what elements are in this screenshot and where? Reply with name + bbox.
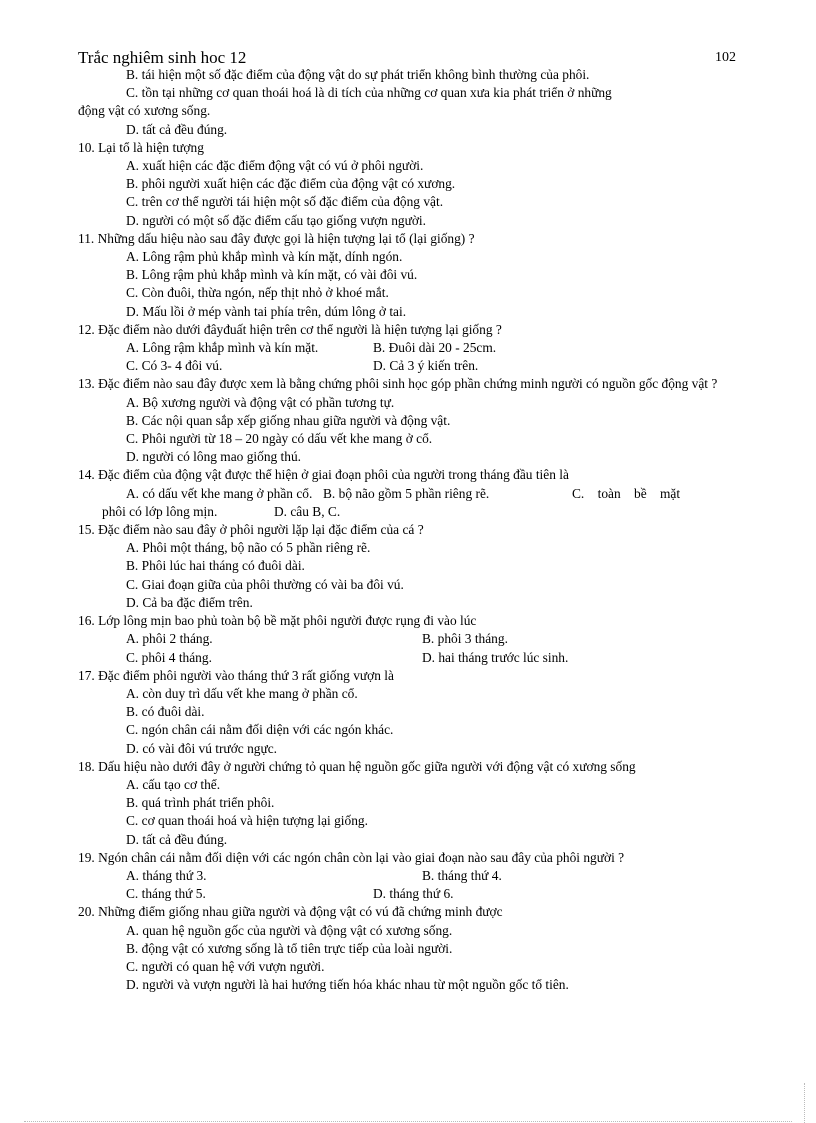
question-19: 19. Ngón chân cái nằm đối diện với các ngón chân còn lại vào giai đoạn nào sau đây của phôi người ? [78, 849, 625, 865]
answer-option: C. phôi 4 tháng. [126, 649, 212, 665]
page-bottom-border [24, 1121, 792, 1122]
answer-option: C. cơ quan thoái hoá và hiện tượng lại giống. [126, 813, 368, 829]
answer-option: B. tái hiện một số đặc điểm của động vật do sự phát triển không bình thường của phôi. [126, 67, 590, 82]
answer-option: A. cấu tạo cơ thể. [126, 776, 221, 792]
page-corner-border [804, 1083, 806, 1123]
answer-row [78, 339, 736, 357]
answer-option: D. người và vượn người là hai hướng tiến hóa khác nhau từ một nguồn gốc tổ tiên. [126, 977, 569, 993]
answer-option: D. hai tháng trước lúc sinh. [422, 649, 569, 665]
answer-option: B. có đuôi dài. [126, 704, 205, 720]
answer-option: D. có vài đôi vú trước ngực. [126, 740, 278, 756]
answer-option: B. Phôi lúc hai tháng có đuôi dài. [126, 558, 305, 574]
page-header [78, 48, 736, 68]
answer-option: C. trên cơ thể người tái hiện một số đặc điểm của động vật. [126, 194, 444, 210]
question-16: 16. Lớp lông mịn bao phủ toàn bộ bề mặt phôi người được rụng đi vào lúc [78, 613, 477, 629]
answer-option-continued: động vật có xương sống. [78, 103, 211, 119]
answer-row [78, 885, 736, 903]
question-13: 13. Đặc điểm nào sau đây được xem là bằng chứng phôi sinh học góp phần chứng minh người có nguồn gốc động vật ? [78, 376, 718, 392]
answer-option: D. câu B, C. [274, 503, 341, 519]
answer-option: A. có dấu vết khe mang ở phần cổ. [126, 485, 313, 501]
question-list [78, 66, 736, 994]
question-12: 12. Đặc điểm nào dưới đâyđuất hiện trên cơ thể người là hiện tượng lại giống ? [78, 321, 502, 337]
answer-option: D. Cả ba đặc điểm trên. [126, 594, 253, 610]
question-14: 14. Đặc điểm của động vật được thể hiện ở giai đoạn phôi của người trong tháng đầu tiên là [78, 467, 569, 483]
answer-row [78, 867, 736, 885]
answer-row [78, 503, 736, 521]
answer-option: A. Bộ xương người và động vật có phần tương tự. [126, 394, 395, 410]
question-10: 10. Lại tổ là hiện tượng [78, 139, 204, 155]
document-title: Trắc nghiêm sinh hoc 12 [78, 48, 247, 67]
answer-option: A. tháng thứ 3. [126, 867, 207, 883]
question-20: 20. Những điểm giống nhau giữa người và động vật có vú đã chứng minh được [78, 904, 503, 920]
answer-option: A. Lông rậm phủ khắp mình và kín mặt, dính ngón. [126, 249, 403, 265]
answer-option: C. Giai đoạn giữa của phôi thường có vài ba đôi vú. [126, 576, 404, 592]
answer-option: B. phôi 3 tháng. [422, 631, 508, 647]
answer-option: B. Các nội quan sắp xếp giống nhau giữa người và động vật. [126, 412, 451, 428]
answer-option: D. người có một số đặc điểm cấu tạo giống vượn người. [126, 212, 426, 228]
answer-option: B. Đuôi dài 20 - 25cm. [373, 340, 497, 356]
answer-row [78, 485, 736, 503]
answer-option: B. tháng thứ 4. [422, 867, 502, 883]
answer-option: A. Phôi một tháng, bộ não có 5 phần riêng rẽ. [126, 540, 371, 556]
answer-option: C. Còn đuôi, thừa ngón, nếp thịt nhỏ ở khoé mắt. [126, 285, 389, 301]
answer-option: B. Lông rậm phủ khắp mình và kín mặt, có vài đôi vú. [126, 267, 418, 283]
answer-option: B. bộ não gồm 5 phần riêng rẽ. [323, 485, 490, 501]
answer-option: C. toàn bề mặt [572, 485, 681, 501]
answer-option: B. động vật có xương sống là tổ tiên trực tiếp của loài người. [126, 940, 453, 956]
answer-option: A. Lông rậm khắp mình và kín mặt. [126, 340, 319, 356]
answer-option: D. tháng thứ 6. [373, 886, 454, 902]
answer-option: C. người có quan hệ với vượn người. [126, 958, 325, 974]
answer-option: B. quá trình phát triển phôi. [126, 795, 275, 811]
answer-option: A. quan hệ nguồn gốc của người và động vật có xương sống. [126, 922, 453, 938]
page-number: 102 [715, 50, 736, 65]
question-15: 15. Đặc điểm nào sau đây ở phôi người lặp lại đặc điểm của cá ? [78, 522, 424, 538]
answer-option: A. còn duy trì dấu vết khe mang ở phần cổ. [126, 685, 358, 701]
answer-row [78, 357, 736, 375]
question-11: 11. Những dấu hiệu nào sau đây được gọi là hiện tượng lại tổ (lại giống) ? [78, 230, 475, 246]
answer-option: D. Mấu lồi ở mép vành tai phía trên, dúm lông ở tai. [126, 303, 407, 319]
answer-option: A. phôi 2 tháng. [126, 631, 213, 647]
question-18: 18. Dấu hiệu nào dưới đây ở người chứng tỏ quan hệ nguồn gốc giữa người với động vật có xương sống [78, 758, 636, 774]
answer-option: C. ngón chân cái nằm đối diện với các ngón khác. [126, 722, 394, 738]
answer-option: A. xuất hiện các đặc điểm động vật có vú ở phôi người. [126, 158, 424, 174]
answer-option: D. tất cả đều đúng. [126, 121, 228, 137]
answer-row [78, 630, 736, 648]
answer-option: C. Có 3- 4 đôi vú. [126, 358, 223, 374]
answer-option-continued: phôi có lớp lông mịn. [102, 503, 218, 519]
question-17: 17. Đặc điểm phôi người vào tháng thứ 3 rất giống vượn là [78, 667, 394, 683]
answer-row [78, 649, 736, 667]
answer-option: D. người có lông mao giống thú. [126, 449, 302, 465]
answer-option: C. tháng thứ 5. [126, 886, 206, 902]
answer-option: C. tồn tại những cơ quan thoái hoá là di tích của những cơ quan xưa kia phát triển ở những [126, 85, 612, 101]
answer-option: D. tất cả đều đúng. [126, 831, 228, 847]
answer-option: D. Cả 3 ý kiến trên. [373, 358, 479, 374]
answer-option: B. phôi người xuất hiện các đặc điểm của động vật có xương. [126, 176, 456, 192]
answer-option: C. Phôi người từ 18 – 20 ngày có dấu vết khe mang ở cổ. [126, 431, 433, 447]
